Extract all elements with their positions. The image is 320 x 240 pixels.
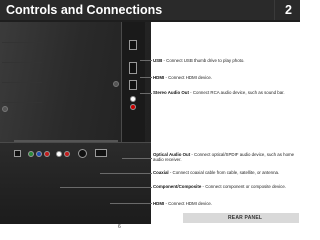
component-rca-icon	[56, 151, 62, 157]
screw-icon	[2, 106, 8, 112]
hdmi-port-icon	[95, 149, 107, 157]
callout-desc: - Connect HDMI device.	[164, 75, 213, 80]
audio-rca-icon	[130, 104, 136, 110]
rear-panel-label: REAR PANEL	[228, 215, 263, 221]
coaxial-port-icon	[78, 149, 87, 158]
callout-name: USB	[153, 58, 163, 63]
callout-line	[140, 60, 152, 61]
callout-desc: - Connect RCA audio device, such as sound bar.	[188, 90, 285, 95]
audio-rca-icon	[130, 96, 136, 102]
callout-coaxial	[153, 170, 298, 175]
callout-line	[100, 173, 152, 174]
callout-line	[60, 187, 152, 188]
component-rca-icon	[64, 151, 70, 157]
callout-hdmi-side	[153, 75, 298, 80]
callout-line	[122, 158, 152, 159]
optical-port-icon	[14, 150, 21, 157]
screw-icon	[113, 81, 119, 87]
callout-desc: - Connect USB thumb drive to play photo.	[162, 58, 245, 63]
rear-panel-tag	[183, 213, 299, 223]
callout-name: HDMI	[153, 75, 165, 80]
component-rca-icon	[28, 151, 34, 157]
component-rca-icon	[36, 151, 42, 157]
callout-name: Coaxial	[153, 170, 169, 175]
callout-stereo-audio	[153, 90, 298, 95]
tv-rear-illustration	[0, 22, 151, 224]
usb-port-icon	[129, 40, 137, 50]
page-header	[0, 0, 300, 20]
callout-line	[140, 77, 152, 78]
callout-optical-audio	[153, 152, 298, 163]
component-rca-icon	[44, 151, 50, 157]
callout-line	[140, 93, 152, 94]
callout-desc: - Connect component or composite device.	[201, 184, 286, 189]
callout-line	[110, 203, 152, 204]
callout-name: HDMI	[153, 201, 165, 206]
callout-hdmi-bottom	[153, 201, 298, 206]
callout-desc: - Connect coaxial cable from cable, satellite, or antenna.	[168, 170, 280, 175]
callout-component	[153, 184, 298, 189]
callout-desc: - Connect optical/SPDIF audio device, such as home audio receiver.	[153, 152, 295, 163]
callout-name: Component/Composite	[153, 184, 202, 189]
callout-desc: - Connect HDMI device.	[164, 201, 213, 206]
callout-usb	[153, 58, 298, 63]
callout-name: Stereo Audio Out	[153, 90, 189, 95]
hdmi-port-icon	[129, 80, 137, 90]
bottom-port-panel	[0, 142, 151, 224]
section-number: 2	[285, 3, 292, 17]
usb-port-icon	[129, 62, 137, 74]
callout-name: Optical Audio Out	[153, 152, 191, 157]
section-number-box	[274, 0, 300, 20]
page-number: 6	[118, 224, 121, 230]
page-title: Controls and Connections	[6, 3, 163, 17]
